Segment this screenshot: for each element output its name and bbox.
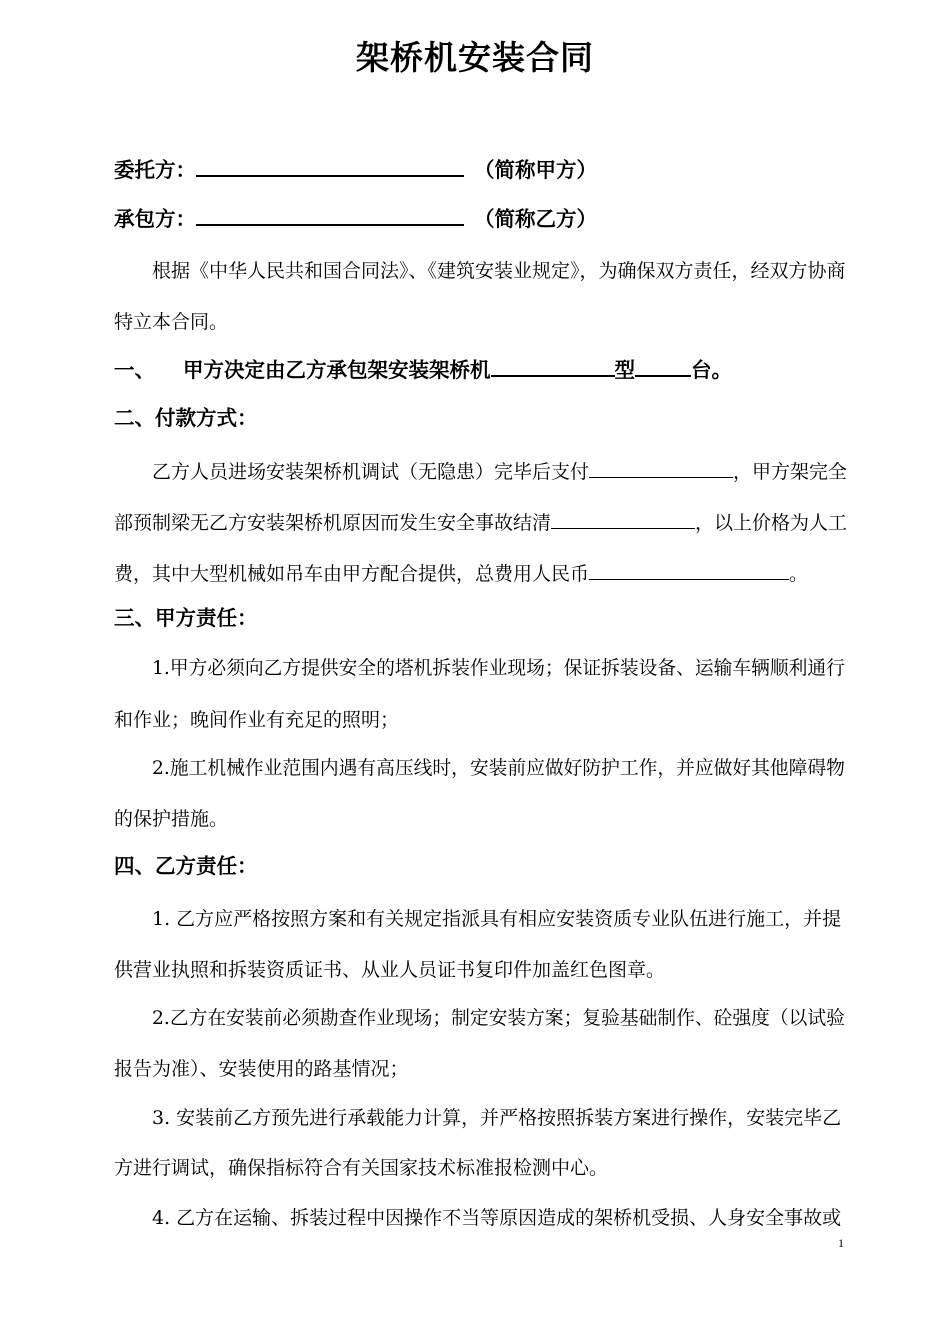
total-amount-blank[interactable] [589, 557, 789, 580]
preamble-line-2: 特立本合同。 [114, 311, 229, 333]
party-a-item-2-line-2: 的保护措施。 [114, 808, 229, 830]
contractor-label: 承包方： [114, 207, 196, 231]
payment-line-1-tail: ，甲方架完全 [733, 461, 848, 483]
final-payment-blank[interactable] [551, 506, 695, 529]
party-a-item-1-line-2: 和作业；晚间作业有充足的照明； [114, 709, 400, 731]
payment-line-3 [114, 557, 854, 589]
party-b-item-1-line-1: 1. 乙方应严格按照方案和有关规定指派具有相应安装资质专业队伍进行施工，并提 [152, 908, 842, 930]
client-label: 委托方： [114, 158, 196, 182]
contractor-note: （简称乙方） [474, 207, 597, 231]
payment-line-2-text: 部预制梁无乙方安装架桥机原因而发生安全事故结清 [114, 512, 552, 534]
client-note: （简称甲方） [474, 158, 597, 182]
contractor-name-blank[interactable] [196, 202, 464, 226]
payment-line-2 [114, 506, 854, 538]
client-name-blank[interactable] [196, 153, 464, 177]
section-1-unit: 台。 [691, 358, 732, 382]
payment-line-2-tail: ，以上价格为人工 [695, 512, 848, 534]
contractor-line [114, 202, 854, 234]
party-b-item-1-line-2: 供营业执照和拆装资质证书、从业人员证书复印件加盖红色图章。 [114, 959, 666, 981]
payment-line-1-text: 乙方人员进场安装架桥机调试（无隐患）完毕后支付 [152, 461, 590, 483]
quantity-blank[interactable] [635, 353, 691, 377]
first-payment-blank[interactable] [589, 455, 733, 478]
model-blank[interactable] [491, 353, 615, 377]
party-a-item-2-line-1: 2.施工机械作业范围内遇有高压线时，安装前应做好防护工作，并应做好其他障碍物 [152, 758, 845, 779]
payment-line-3-text: 费，其中大型机械如吊车由甲方配合提供，总费用人民币 [114, 563, 590, 585]
client-line [114, 153, 854, 185]
section-1 [114, 353, 854, 385]
section-2-heading: 二、付款方式： [114, 406, 258, 430]
payment-line-1 [152, 455, 852, 487]
party-b-item-4-line-1: 4. 乙方在运输、拆装过程中因操作不当等原因造成的架桥机受损、人身安全事故或 [152, 1207, 842, 1229]
payment-line-3-tail: 。 [789, 563, 809, 585]
page-number: 1 [838, 1236, 844, 1250]
party-a-item-1-line-1: 1.甲方必须向乙方提供安全的塔机拆装作业现场；保证拆装设备、运输车辆顺利通行 [152, 658, 845, 679]
party-b-item-3-line-1: 3. 安装前乙方预先进行承载能力计算，并严格按照拆装方案进行操作，安装完毕乙 [152, 1107, 842, 1129]
document-title: 架桥机安装合同 [356, 38, 594, 77]
section-1-number: 一、 [114, 358, 155, 382]
party-b-item-3-line-2: 方进行调试，确保指标符合有关国家技术标准报检测中心。 [114, 1157, 609, 1179]
section-4-heading: 四、乙方责任： [114, 854, 258, 878]
preamble-line-1: 根据《中华人民共和国合同法》、《建筑安装业规定》，为确保双方责任，经双方协商 [152, 260, 846, 282]
party-b-item-2-line-1: 2.乙方在安装前必须勘查作业现场；制定安装方案；复验基础制作、砼强度（以试验 [152, 1008, 845, 1029]
party-b-item-2-line-2: 报告为准）、安装使用的路基情况； [114, 1058, 409, 1080]
section-3-heading: 三、甲方责任： [114, 606, 258, 630]
section-1-model-word: 型 [614, 358, 635, 382]
section-1-text: 甲方决定由乙方承包架安装架桥机 [183, 358, 491, 382]
